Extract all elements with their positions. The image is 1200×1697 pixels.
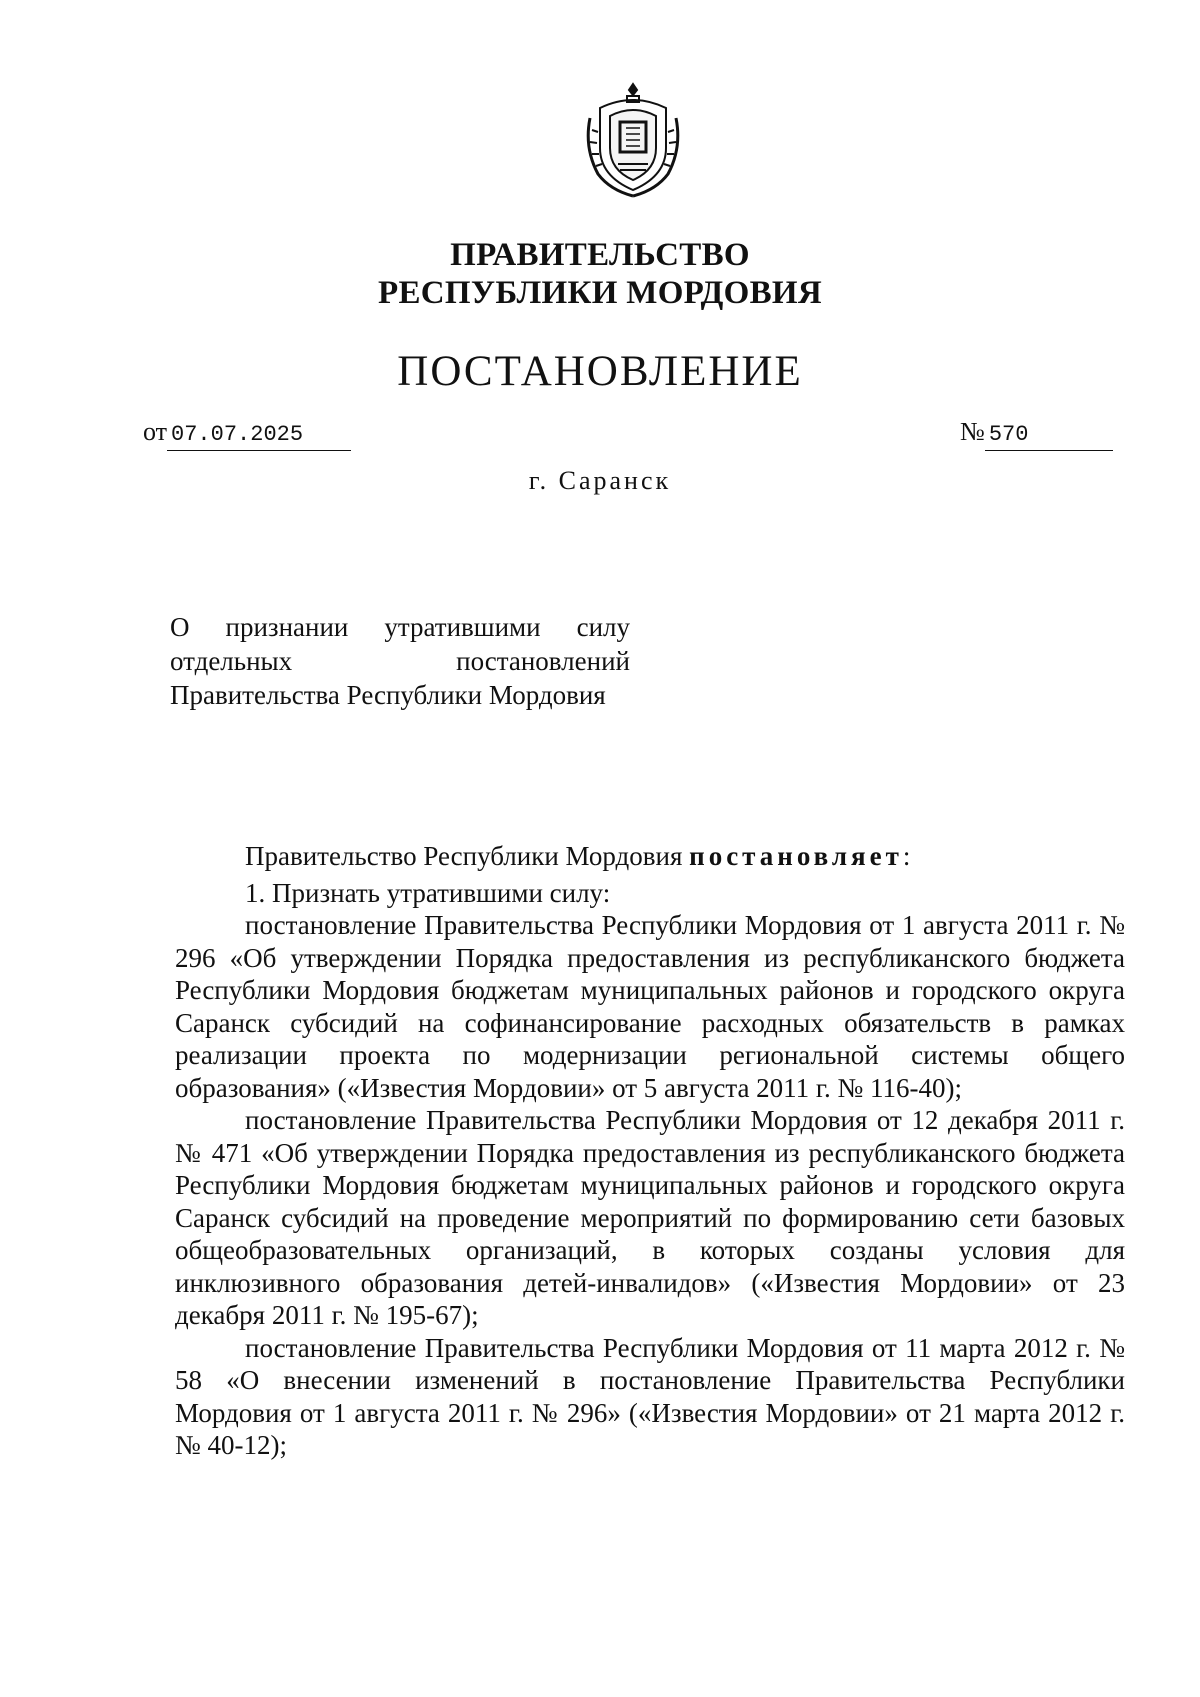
- intro-paragraph: Правительство Республики Мордовия постановляет:: [245, 841, 911, 871]
- document-type-title: ПОСТАНОВЛЕНИЕ: [397, 348, 803, 395]
- number-value: 570: [985, 420, 1113, 451]
- date-value: 07.07.2025: [167, 420, 351, 451]
- document-subject: О признании утратившими силу отдельных постановлений Правительства Республики Мордовия: [170, 612, 630, 710]
- item-1: 1. Признать утратившими силу:: [245, 877, 611, 908]
- coat-of-arms-icon: [580, 78, 686, 202]
- government-name-line1: ПРАВИТЕЛЬСТВО: [450, 237, 750, 273]
- number-prefix: №: [960, 417, 985, 446]
- date-prefix: от: [143, 417, 168, 446]
- body-paragraph: постановление Правительства Республики Мордовия от 12 декабря 2011 г. № 471 «Об утверждении Порядка предоставления из республиканского бюджета Республики Мордовия бюджетам муниципальных районов и городского округа Саранск субсидий на проведение мероприятий по формированию сети базовых общеобразовательных организаций, в которых созданы условия для инклюзивного образования детей-инвалидов» («Известия Мордовии» от 23 декабря 2011 г. № 195-67);: [175, 1105, 1125, 1330]
- decree-keyword: постановляет: [689, 841, 903, 871]
- body-paragraph: постановление Правительства Республики Мордовия от 1 августа 2011 г. № 296 «Об утверждении Порядка предоставления из республиканского бюджета Республики Мордовия бюджетам муниципальных районов и городского округа Саранск субсидий на софинансирование расходных обязательств в рамках реализации проекта по модернизации региональной системы общего образования» («Известия Мордовии» от 5 августа 2011 г. № 116-40);: [175, 910, 1125, 1103]
- government-name-line2: РЕСПУБЛИКИ МОРДОВИЯ: [377, 275, 822, 311]
- document-body: [175, 840, 1125, 1462]
- date-field: [143, 417, 351, 451]
- body-paragraph: постановление Правительства Республики Мордовия от 11 марта 2012 г. № 58 «О внесении изменений в постановление Правительства Республики Мордовия от 1 августа 2011 г. № 296» («Известия Мордовии» от 21 марта 2012 г. № 40-12);: [175, 1332, 1125, 1460]
- number-field: [960, 417, 1113, 451]
- city-name: г. Саранск: [528, 466, 672, 495]
